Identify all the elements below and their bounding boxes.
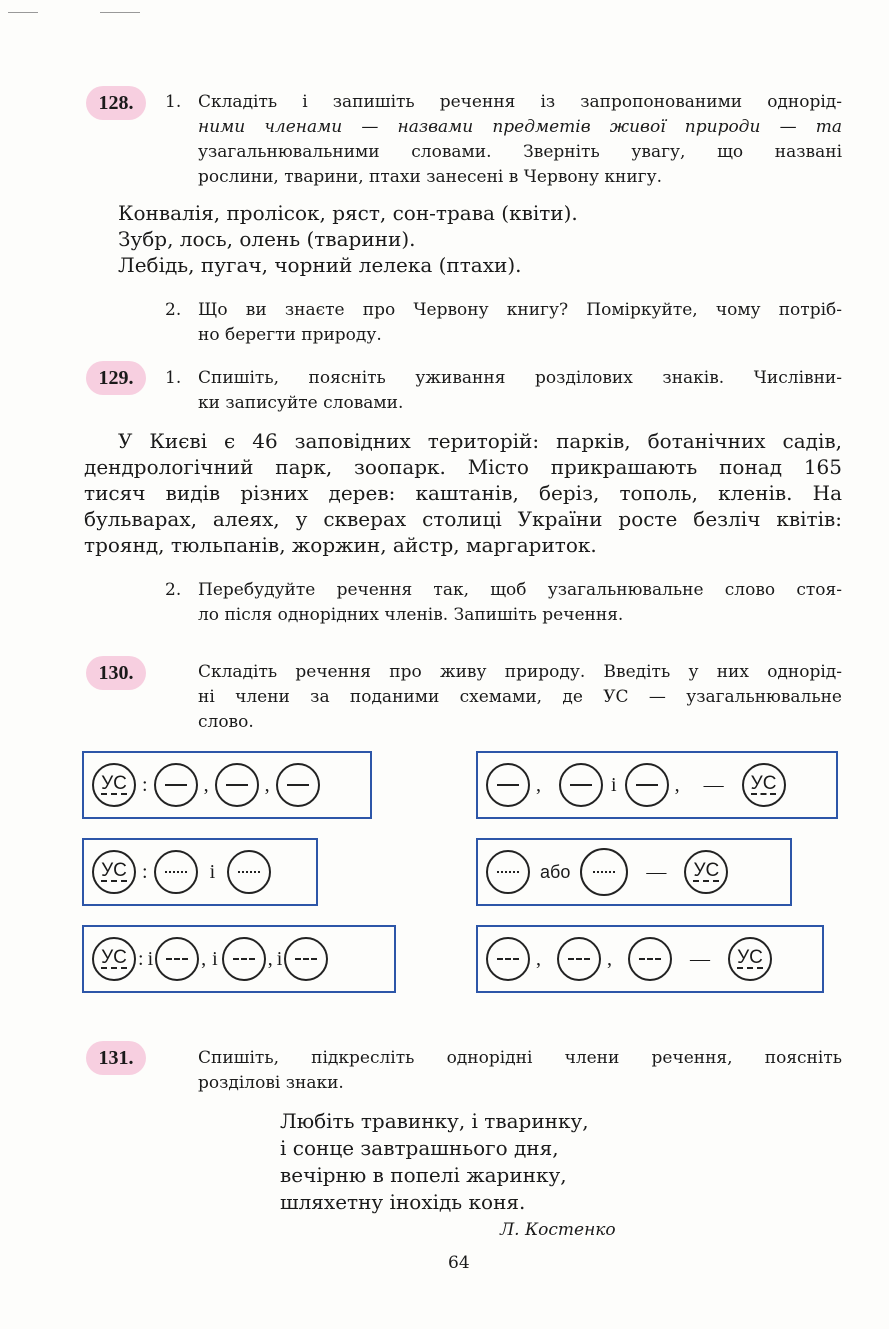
- text-line: розділові знаки.: [198, 1073, 344, 1093]
- poem-line: шляхетну інохідь коня.: [280, 1190, 526, 1214]
- homogeneous-member-circle: [154, 763, 198, 807]
- dash: —: [646, 860, 667, 883]
- homogeneous-member-circle: [486, 850, 530, 894]
- homogeneous-member-circle: [276, 763, 320, 807]
- comma: ,: [536, 947, 541, 970]
- comma: ,: [536, 773, 541, 796]
- text-line: Конвалія, пролісок, ряст, сон-трава (квіти).: [118, 201, 578, 225]
- generalizing-word-circle: УС: [92, 763, 136, 807]
- scan-mark: [100, 12, 140, 13]
- exercise-128-task-2: [198, 298, 842, 348]
- comma: ,: [607, 947, 612, 970]
- text-line: бульварах, алеях, у скверах столиці України росте безліч квітів:: [84, 507, 842, 531]
- task-number: 1.: [165, 92, 182, 112]
- text-line: троянд, тюльпанів, жоржин, айстр, маргариток.: [84, 533, 597, 557]
- poem-author: Л. Костенко: [500, 1220, 616, 1240]
- homogeneous-member-circle: [155, 937, 199, 981]
- scan-mark: [8, 12, 38, 13]
- text-line: дендрологічний парк, зоопарк. Місто прикрашають понад 165: [84, 455, 842, 479]
- exercise-130-badge: 130.: [86, 656, 146, 690]
- poem-line: і сонце завтрашнього дня,: [280, 1136, 559, 1160]
- generalizing-word-circle: УС: [92, 937, 136, 981]
- text-line: узагальнювальними словами. Зверніть увагу, що названі: [198, 142, 842, 162]
- task-number: 2.: [165, 300, 182, 320]
- homogeneous-member-circle: [486, 937, 530, 981]
- scheme-box: [82, 751, 372, 819]
- scheme-box: [82, 925, 396, 993]
- exercise-128-text: [118, 200, 578, 278]
- exercise-129-badge: 129.: [86, 361, 146, 395]
- homogeneous-member-circle: [557, 937, 601, 981]
- task-number: 1.: [165, 368, 182, 388]
- generalizing-word-circle: УС: [92, 850, 136, 894]
- text-line: Складіть і запишіть речення із запропонованими однорід-: [198, 92, 842, 112]
- text-line: Зубр, лось, олень (тварини).: [118, 227, 416, 251]
- exercise-129-task-1: [198, 366, 842, 416]
- homogeneous-member-circle: [227, 850, 271, 894]
- conjunction: і: [611, 773, 617, 796]
- exercise-128-task-1: [198, 90, 842, 190]
- dash: —: [703, 773, 724, 796]
- scheme-box: [82, 838, 318, 906]
- generalizing-word-circle: УС: [742, 763, 786, 807]
- text-line: ки записуйте словами.: [198, 393, 404, 413]
- homogeneous-member-circle: [222, 937, 266, 981]
- generalizing-word-circle: УС: [684, 850, 728, 894]
- text-line: Лебідь, пугач, чорний лелека (птахи).: [118, 253, 522, 277]
- text-line: Перебудуйте речення так, щоб узагальнювальне слово стоя-: [198, 580, 842, 600]
- colon: :: [142, 773, 148, 796]
- poem: [280, 1108, 589, 1216]
- scheme-box: [476, 751, 838, 819]
- text-line: ні члени за поданими схемами, де УС — узагальнювальне: [198, 687, 842, 707]
- text-line: рослини, тварини, птахи занесені в Червону книгу.: [198, 167, 662, 187]
- text-line: Спишіть, поясніть уживання розділових знаків. Числівни-: [198, 368, 842, 388]
- exercise-131-badge: 131.: [86, 1041, 146, 1075]
- scheme-box: [476, 838, 792, 906]
- text-line: ними членами — назвами предметів живої природи — та: [198, 117, 842, 137]
- conjunction: і: [147, 947, 154, 970]
- poem-line: вечірню в попелі жаринку,: [280, 1163, 567, 1187]
- conjunction: і: [212, 947, 218, 970]
- generalizing-word-circle: УС: [728, 937, 772, 981]
- text-line: У Києві є 46 заповідних територій: парків, ботанічних садів,: [118, 429, 842, 453]
- homogeneous-member-circle: [154, 850, 198, 894]
- exercise-131-task: [198, 1046, 842, 1096]
- exercise-129-text: [84, 428, 842, 558]
- comma: ,: [203, 773, 209, 796]
- comma: ,: [201, 947, 207, 970]
- homogeneous-member-circle: [628, 937, 672, 981]
- comma: ,: [267, 947, 273, 970]
- text-line: слово.: [198, 712, 254, 732]
- conjunction-or: або: [540, 861, 571, 882]
- comma: ,: [264, 773, 270, 796]
- text-line: но берегти природу.: [198, 325, 382, 345]
- text-line: тисяч видів різних дерев: каштанів, беріз, тополь, кленів. На: [84, 481, 842, 505]
- homogeneous-member-circle: [559, 763, 603, 807]
- homogeneous-member-circle: [625, 763, 669, 807]
- text-line: ло після однорідних членів. Запишіть речення.: [198, 605, 624, 625]
- task-number: 2.: [165, 580, 182, 600]
- text-line: Складіть речення про живу природу. Введіть у них однорід-: [198, 662, 842, 682]
- colon: :: [142, 860, 148, 883]
- conjunction: і: [276, 947, 283, 970]
- conjunction: і: [209, 860, 216, 883]
- colon: :: [138, 947, 144, 970]
- text-line: Спишіть, підкресліть однорідні члени речення, поясніть: [198, 1048, 842, 1068]
- homogeneous-member-circle: [486, 763, 530, 807]
- page-number: 64: [448, 1253, 470, 1273]
- text-line: Що ви знаєте про Червону книгу? Поміркуйте, чому потріб-: [198, 300, 842, 320]
- poem-line: Любіть травинку, і тваринку,: [280, 1109, 589, 1133]
- scheme-box: [476, 925, 824, 993]
- homogeneous-member-circle: [284, 937, 328, 981]
- homogeneous-member-circle: [215, 763, 259, 807]
- homogeneous-member-circle: [580, 848, 628, 896]
- exercise-129-task-2: [198, 578, 842, 628]
- exercise-130-task: [198, 660, 842, 735]
- exercise-128-badge: 128.: [86, 86, 146, 120]
- comma: ,: [674, 773, 680, 796]
- dash: —: [690, 947, 710, 970]
